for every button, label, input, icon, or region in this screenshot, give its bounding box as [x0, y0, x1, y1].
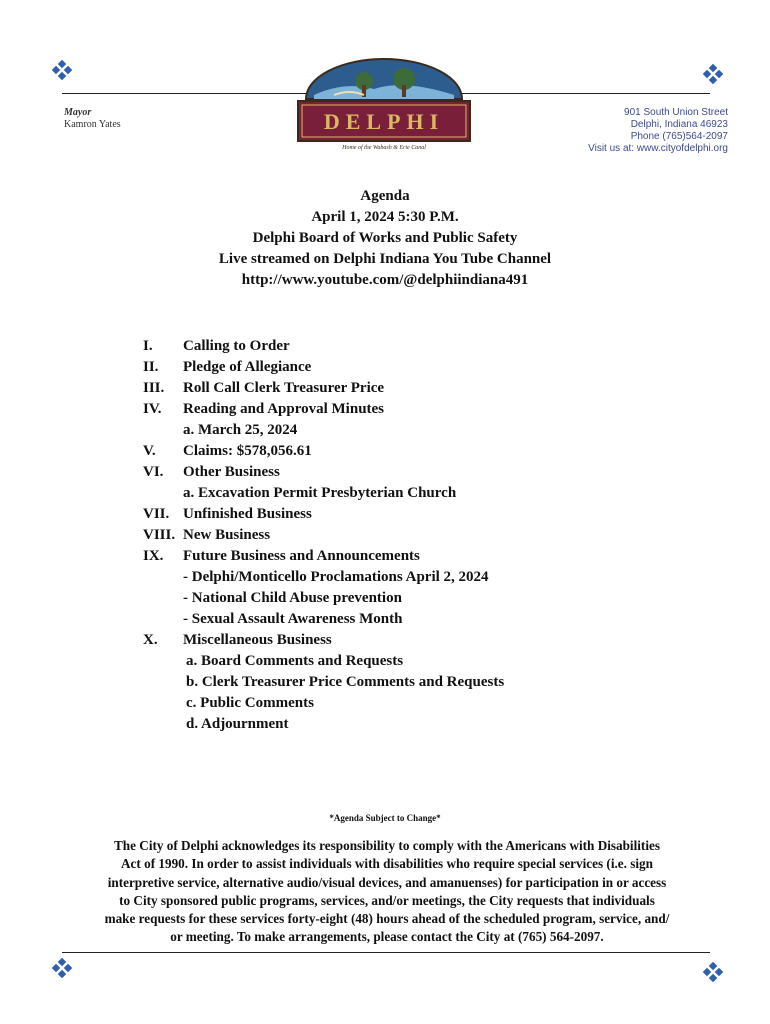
meeting-datetime: April 1, 2024 5:30 P.M. [311, 209, 459, 225]
mayor-title: Mayor [64, 107, 92, 118]
ada-line: The City of Delphi acknowledges its responsibility to comply with the Americans with Disabilities [114, 838, 660, 853]
item-text: Pledge of Allegiance [183, 359, 312, 375]
item-number: V. [143, 443, 156, 459]
subitem-text: - Sexual Assault Awareness Month [183, 611, 403, 627]
item-text: Reading and Approval Minutes [183, 401, 385, 417]
livestream-note: Live streamed on Delphi Indiana You Tube Channel [218, 251, 552, 267]
ada-line: make requests for these services forty-eight (48) hours ahead of the scheduled program, service, and/ [104, 911, 670, 927]
item-number: VII. [143, 506, 170, 522]
item-text: Calling to Order [183, 338, 290, 354]
subitem-text: c. Public Comments [186, 695, 314, 711]
item-number: IV. [143, 401, 162, 417]
subitem-text: - National Child Abuse prevention [183, 590, 402, 606]
item-text: Claims: $578,056.61 [183, 443, 312, 459]
subitem-text: d. Adjournment [186, 716, 289, 732]
ada-line: to City sponsored public programs, services, and/or meetings, the City requests that individuals [119, 892, 655, 908]
address-city: Delphi, Indiana 46923 [630, 119, 728, 130]
mayor-name: Kamron Yates [64, 119, 121, 130]
item-number: II. [143, 359, 159, 375]
website-link[interactable]: Visit us at: www.cityofdelphi.org [588, 143, 728, 154]
logo-tagline: Home of the Wabash & Erie Canal [342, 145, 426, 151]
agenda-header [0, 186, 770, 291]
agenda-change-note: *Agenda Subject to Change* [329, 813, 441, 823]
item-number: I. [143, 338, 153, 354]
item-number: VI. [143, 464, 164, 480]
diamond-ornament-icon [52, 958, 72, 978]
subitem-text: a. Board Comments and Requests [186, 653, 404, 669]
logo-wordmark: DELPHI [323, 109, 445, 134]
delphi-logo [294, 55, 474, 155]
board-name: Delphi Board of Works and Public Safety [252, 230, 518, 246]
city-address-block [588, 107, 728, 155]
address-street: 901 South Union Street [624, 107, 728, 118]
diamond-ornament-icon [703, 962, 723, 982]
footer-divider [62, 952, 710, 953]
item-text: Unfinished Business [183, 506, 312, 522]
ada-line: interpretive service, alternative audio/visual devices, and amanuenses) for participation in or access [107, 874, 667, 890]
subitem-text: a. March 25, 2024 [183, 422, 298, 438]
ada-line: or meeting. To make arrangements, please contact the City at (765) 564-2097. [170, 929, 604, 945]
item-number: X. [143, 632, 158, 648]
subitem-text: b. Clerk Treasurer Price Comments and Requests [186, 674, 505, 690]
item-text: Future Business and Announcements [183, 548, 420, 564]
subitem-text: a. Excavation Permit Presbyterian Church [183, 485, 457, 501]
diamond-ornament-icon [52, 60, 72, 80]
mayor-block [64, 107, 121, 131]
item-text: Roll Call Clerk Treasurer Price [183, 380, 385, 396]
item-number: VIII. [143, 527, 176, 543]
item-number: IX. [143, 548, 164, 564]
item-number: III. [143, 380, 165, 396]
item-text: Other Business [183, 464, 280, 480]
youtube-link[interactable]: http://www.youtube.com/@delphiindiana491 [241, 272, 529, 288]
item-text: New Business [183, 527, 271, 543]
ada-statement [72, 837, 702, 947]
diamond-ornament-icon [703, 64, 723, 84]
phone-number: Phone (765)564-2097 [630, 131, 728, 142]
item-text: Miscellaneous Business [183, 632, 332, 648]
ada-line: Act of 1990. In order to assist individuals with disabilities who require special services (i.e. sign [121, 856, 653, 872]
subitem-text: - Delphi/Monticello Proclamations April 2, 2024 [183, 569, 489, 585]
agenda-title: Agenda [360, 188, 410, 204]
